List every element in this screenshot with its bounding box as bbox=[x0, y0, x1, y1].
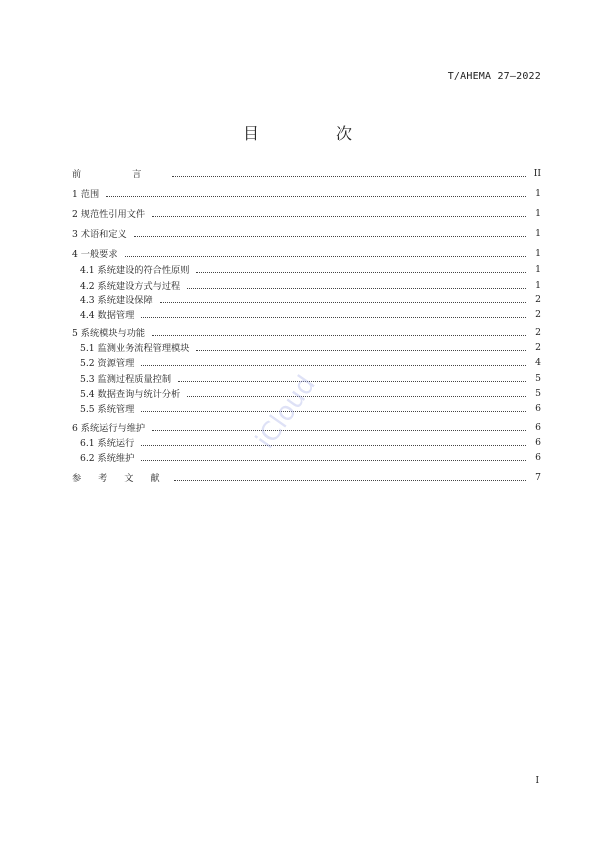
toc-entry-label: 5.3 监测过程质量控制 bbox=[80, 374, 172, 385]
toc-leader-dots bbox=[125, 255, 526, 257]
toc-entry-page: 4 bbox=[535, 356, 541, 368]
toc-leader-dots bbox=[141, 364, 526, 366]
toc-leader-dots bbox=[178, 380, 526, 382]
toc-leader-dots bbox=[134, 235, 526, 237]
toc-entry-page: 6 bbox=[535, 421, 541, 433]
toc-entry-label: 4.4 数据管理 bbox=[80, 310, 135, 321]
toc-entry-label: 4 一般要求 bbox=[72, 249, 118, 260]
toc-entry-label: 参 考 文 献 bbox=[72, 473, 167, 484]
toc-leader-dots bbox=[187, 287, 526, 289]
watermark: iCloud bbox=[250, 370, 322, 455]
toc-entry-label: 5.2 资源管理 bbox=[80, 358, 135, 369]
toc-entry-label: 4.1 系统建设的符合性原则 bbox=[80, 265, 190, 276]
toc-entry-label: 6.1 系统运行 bbox=[80, 438, 135, 449]
toc-entry-5-2[interactable] bbox=[80, 355, 541, 369]
toc-entry-page: 1 bbox=[535, 227, 541, 239]
toc-leader-dots bbox=[160, 301, 526, 303]
toc-entry-page: 2 bbox=[535, 293, 541, 305]
toc-entry-page: 7 bbox=[535, 471, 541, 483]
toc-entry-4-3[interactable] bbox=[80, 292, 541, 306]
toc-leader-dots bbox=[106, 195, 526, 197]
toc-entry-page: 1 bbox=[535, 187, 541, 199]
toc-entry-page: 1 bbox=[535, 279, 541, 291]
toc-entry-label: 6 系统运行与维护 bbox=[72, 423, 146, 434]
document-code: T/AHEMA 27—2022 bbox=[447, 71, 541, 82]
toc-entry-5-1[interactable] bbox=[80, 340, 541, 354]
toc-leader-dots bbox=[174, 479, 526, 481]
toc-entry-label: 1 范围 bbox=[72, 189, 100, 200]
toc-entry-label: 3 术语和定义 bbox=[72, 229, 127, 240]
toc-entry-4-1[interactable] bbox=[80, 262, 541, 276]
toc-entry-label: 5.5 系统管理 bbox=[80, 404, 135, 415]
toc-entry-page: 2 bbox=[535, 308, 541, 320]
toc-entry-page: 6 bbox=[535, 402, 541, 414]
toc-leader-dots bbox=[172, 175, 526, 177]
toc-entry-page: 1 bbox=[535, 263, 541, 275]
toc-leader-dots bbox=[141, 316, 526, 318]
toc-entry-label: 4.3 系统建设保障 bbox=[80, 295, 153, 306]
toc-leader-dots bbox=[152, 334, 526, 336]
toc-leader-dots bbox=[196, 349, 526, 351]
toc-entry-page: 2 bbox=[535, 326, 541, 338]
toc-entry-4-4[interactable] bbox=[80, 307, 541, 321]
toc-entry-1[interactable] bbox=[72, 186, 541, 200]
toc-entry-5[interactable] bbox=[72, 325, 541, 339]
toc-leader-dots bbox=[187, 395, 526, 397]
toc-entry-4-2[interactable] bbox=[80, 278, 541, 292]
toc-entry-page: 6 bbox=[535, 451, 541, 463]
toc-leader-dots bbox=[196, 271, 526, 273]
toc-entry-page: 6 bbox=[535, 436, 541, 448]
toc-entry-label: 5 系统模块与功能 bbox=[72, 328, 146, 339]
toc-leader-dots bbox=[152, 215, 526, 217]
toc-entry-page: 1 bbox=[535, 247, 541, 259]
toc-entry-3[interactable] bbox=[72, 226, 541, 240]
toc-entry-label: 5.1 监测业务流程管理模块 bbox=[80, 343, 190, 354]
toc-title: 目 次 bbox=[242, 124, 389, 143]
toc-entry-4[interactable] bbox=[72, 246, 541, 260]
toc-entry-label: 4.2 系统建设方式与过程 bbox=[80, 281, 181, 292]
toc-entry-page: II bbox=[533, 167, 541, 179]
toc-entry-label: 前 言 bbox=[72, 169, 166, 180]
toc-entry-page: 2 bbox=[535, 341, 541, 353]
page-number: I bbox=[535, 776, 539, 786]
toc-entry-label: 2 规范性引用文件 bbox=[72, 209, 146, 220]
toc-entry-page: 1 bbox=[535, 207, 541, 219]
toc-entry-page: 5 bbox=[535, 372, 541, 384]
toc-entry-page: 5 bbox=[535, 387, 541, 399]
toc-entry-label: 6.2 系统维护 bbox=[80, 453, 135, 464]
toc-entry-foreword[interactable] bbox=[72, 166, 541, 180]
toc-entry-label: 5.4 数据查询与统计分析 bbox=[80, 389, 181, 400]
toc-entry-2[interactable] bbox=[72, 206, 541, 220]
